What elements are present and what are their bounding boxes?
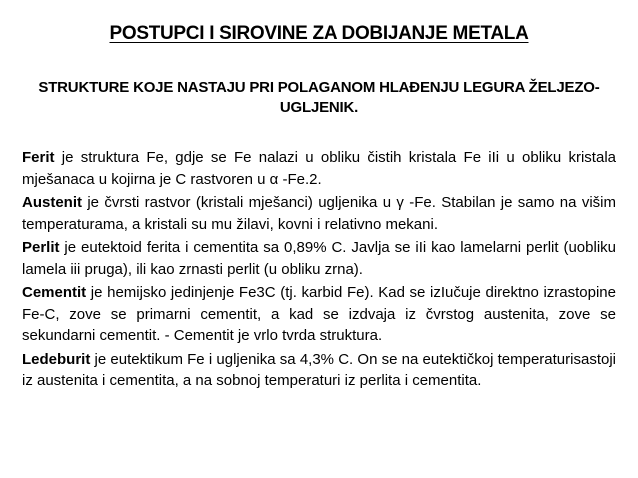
term-ferit: Ferit — [22, 149, 55, 166]
term-ledeburit: Ledeburit — [22, 350, 91, 368]
paragraph-austenit — [22, 192, 616, 235]
definition-cementit: je hemijsko jedinjenje Fe3C (tj. karbid Fe). Kad se izIučuje direktno izrastopine Fe-C, zove se primarni cementit, a kad se izdvaja iz čvrstog austenita, zove se sekundarni cementit. - Cementit je vrlo tvrda struktura. — [22, 284, 616, 344]
slide-body — [22, 147, 616, 394]
definition-austenit: je čvrsti rastvor (kristali mješanci) ugljenika u γ -Fe. Stabilan je samo na višim temperaturama, a kristali su mu žilavi, kovni i relativno mekani. — [22, 194, 616, 233]
paragraph-cementit — [22, 282, 616, 347]
slide-subtitle: STRUKTURE KOJE NASTAJU PRI POLAGANOM HLAĐENJU LEGURA ŽELJEZO-UGLJENIK. — [38, 79, 600, 116]
paragraph-perlit — [22, 237, 616, 280]
paragraph-ledeburit — [22, 349, 616, 392]
slide-title: POSTUPCI I SIROVINE ZA DOBIJANJE METALA — [109, 23, 529, 44]
term-cementit: Cementit — [22, 284, 87, 301]
definition-perlit: je eutektoid ferita i cementita sa 0,89% C. Javlja se iIi kao lamelarni perlit (uobliku lamela iii pruga), ili kao zrnasti perlit (u obliku zrna). — [22, 239, 616, 278]
term-perlit: Perlit — [22, 239, 60, 256]
paragraph-ferit — [22, 147, 616, 190]
definition-ferit: je struktura Fe, gdje se Fe nalazi u obliku čistih kristala Fe iIi u obliku kristala mješanaca u kojirna je C rastvoren u α -Fe.2. — [22, 149, 616, 188]
term-austenit: Austenit — [22, 194, 82, 211]
definition-ledeburit: je eutektikum Fe i ugljenika sa 4,3% C. On se na eutektičkoj temperaturisastoji iz austenita i cementita, a na sobnoj temperaturi iz perlita i cementita. — [22, 350, 616, 389]
